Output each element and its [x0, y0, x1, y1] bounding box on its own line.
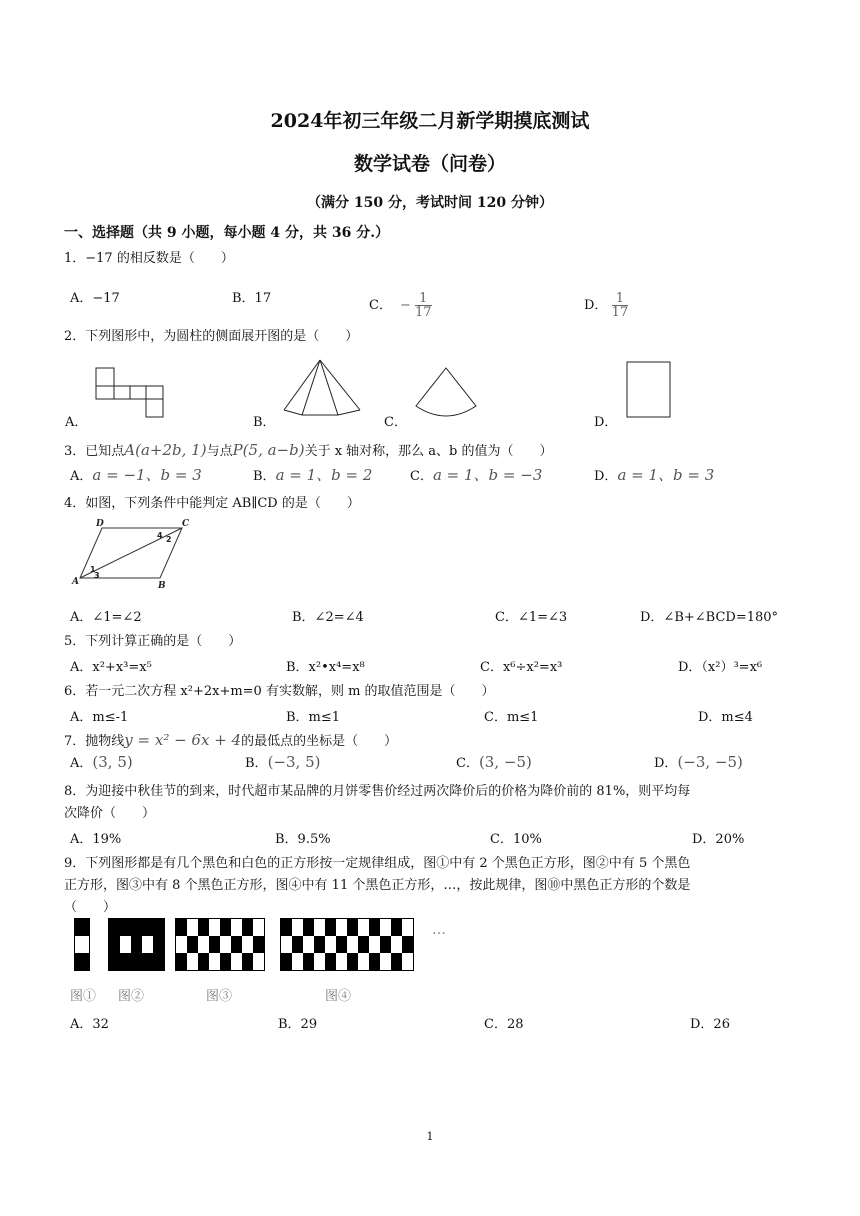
- q9-option-c: C．28: [484, 1017, 524, 1032]
- q9-fig4-label: 图④: [325, 989, 352, 1004]
- q2-option-c: C．: [384, 415, 407, 430]
- q3-option-d: D．a = 1、b = 3: [594, 466, 715, 484]
- q4-parallelogram-figure: [70, 518, 200, 590]
- q4-label-b: B: [158, 581, 166, 590]
- q1-stem: 1．−17 的相反数是（ ）: [64, 251, 234, 266]
- q2-option-b: B．: [253, 415, 276, 430]
- q6-option-a: A．m≤-1: [70, 710, 129, 725]
- q7-option-b: B．(−3, 5): [245, 753, 321, 771]
- q2-net-figure: [90, 362, 170, 420]
- q3-option-a: A．a = −1、b = 3: [70, 466, 202, 484]
- q6-option-d: D．m≤4: [698, 710, 753, 725]
- q9-fig1-label: 图①: [70, 989, 97, 1004]
- q3-point-p: P(5, a−b): [232, 441, 305, 459]
- q1-option-d-fraction: $\frac{1}{17}$: [611, 291, 629, 320]
- exam-title: 2024年初三年级二月新学期摸底测试: [270, 110, 590, 132]
- q8-option-a: A．19%: [70, 832, 122, 847]
- section-title: 一、选择题（共 9 小题，每小题 4 分，共 36 分.）: [64, 225, 390, 241]
- q2-rectangle-figure: [624, 360, 674, 420]
- q4-option-a: A．∠1=∠2: [70, 610, 142, 625]
- q8-option-c: C．10%: [490, 832, 542, 847]
- q2-sector-figure: [410, 366, 482, 420]
- q2-stem: 2．下列图形中，为圆柱的侧面展开图的是（ ）: [64, 329, 359, 344]
- q4-angle-4: 4: [157, 531, 163, 540]
- q4-stem: 4．如图，下列条件中能判定 AB∥CD 的是（ ）: [64, 496, 360, 511]
- q7-option-c: C．(3, −5): [456, 753, 532, 771]
- q5-option-b: B．x²•x⁴=x⁸: [286, 660, 365, 675]
- q8-option-d: D．20%: [692, 832, 745, 847]
- q9-option-a: A．32: [70, 1017, 109, 1032]
- q5-stem: 5．下列计算正确的是（ ）: [64, 634, 242, 649]
- q8-option-b: B．9.5%: [275, 832, 331, 847]
- q4-option-c: C．∠1=∠3: [495, 610, 568, 625]
- q9-option-d: D．26: [690, 1017, 730, 1032]
- q1-option-a: A．−17: [70, 291, 120, 306]
- q5-option-c: C．x⁶÷x²=x³: [480, 660, 563, 675]
- q3-stem: 3．已知点A(a+2b, 1)与点P(5, a−b)关于 x 轴对称，那么 a、b 的值为（ ）: [64, 441, 553, 459]
- q9-pattern-3: [175, 918, 265, 971]
- q4-angle-1: 1: [90, 565, 96, 574]
- q2-pyramid-figure: [280, 358, 366, 418]
- q3-option-b: B．a = 1、b = 2: [253, 466, 373, 484]
- q9-option-b: B．29: [278, 1017, 318, 1032]
- q7-expression: y = x² − 6x + 4: [124, 731, 242, 749]
- exam-subtitle: 数学试卷（问卷）: [353, 153, 506, 175]
- q4-label-d: D: [96, 519, 104, 529]
- q4-label-c: C: [182, 519, 190, 529]
- q7-option-a: A．(3, 5): [70, 753, 133, 771]
- q9-fig3-label: 图③: [206, 989, 233, 1004]
- q9-ellipsis: …: [432, 922, 446, 938]
- q3-option-c: C．a = 1、b = −3: [410, 466, 543, 484]
- q8-stem-line1: 8．为迎接中秋佳节的到来，时代超市某品牌的月饼零售价经过两次降价后的价格为降价前的 81%，则平均每: [64, 784, 691, 799]
- q5-option-d: D．（x²）³=x⁶: [678, 660, 763, 675]
- q1-option-c-fraction: $\frac{1}{17}$: [415, 291, 432, 320]
- page-number: 1: [426, 1130, 434, 1143]
- q4-label-a: A: [72, 577, 79, 587]
- q4-option-b: B．∠2=∠4: [292, 610, 364, 625]
- q3-point-a: A(a+2b, 1): [124, 441, 207, 459]
- q2-option-d: D．: [594, 415, 618, 430]
- q1-option-b: B．17: [232, 291, 272, 306]
- q9-stem-line3: （ ）: [64, 900, 117, 915]
- q4-angle-3: 3: [94, 571, 100, 580]
- q6-stem: 6．若一元二次方程 x²+2x+m=0 有实数解，则 m 的取值范围是（ ）: [64, 684, 495, 699]
- q9-pattern-4: [280, 918, 414, 971]
- q6-option-c: C．m≤1: [484, 710, 539, 725]
- q8-stem-line2: 次降价（ ）: [64, 806, 156, 821]
- q6-option-b: B．m≤1: [286, 710, 341, 725]
- q5-option-a: A．x²+x³=x⁵: [70, 660, 152, 675]
- q4-angle-2: 2: [166, 535, 172, 544]
- q9-stem-line2: 正方形，图③中有 8 个黑色正方形，图④中有 11 个黑色正方形，…，按此规律，图⑩中黑色正方形的个数是: [64, 878, 691, 893]
- q4-option-d: D．∠B+∠BCD=180°: [640, 610, 779, 625]
- q9-pattern-2: [108, 918, 165, 971]
- q1-option-c: C． − $\frac{1}{17}$: [369, 291, 432, 320]
- q7-stem: 7．抛物线y = x² − 6x + 4的最低点的坐标是（ ）: [64, 731, 398, 749]
- q9-fig2-label: 图②: [118, 989, 145, 1004]
- q9-pattern-1: [74, 918, 90, 971]
- exam-note: （满分 150 分，考试时间 120 分钟）: [307, 195, 553, 211]
- q2-option-a: A．: [65, 415, 88, 430]
- q1-option-d: D． $\frac{1}{17}$: [584, 291, 629, 320]
- q7-option-d: D．(−3, −5): [654, 753, 743, 771]
- q9-stem-line1: 9．下列图形都是有几个黑色和白色的正方形按一定规律组成，图①中有 2 个黑色正方形，图②中有 5 个黑色: [64, 856, 691, 871]
